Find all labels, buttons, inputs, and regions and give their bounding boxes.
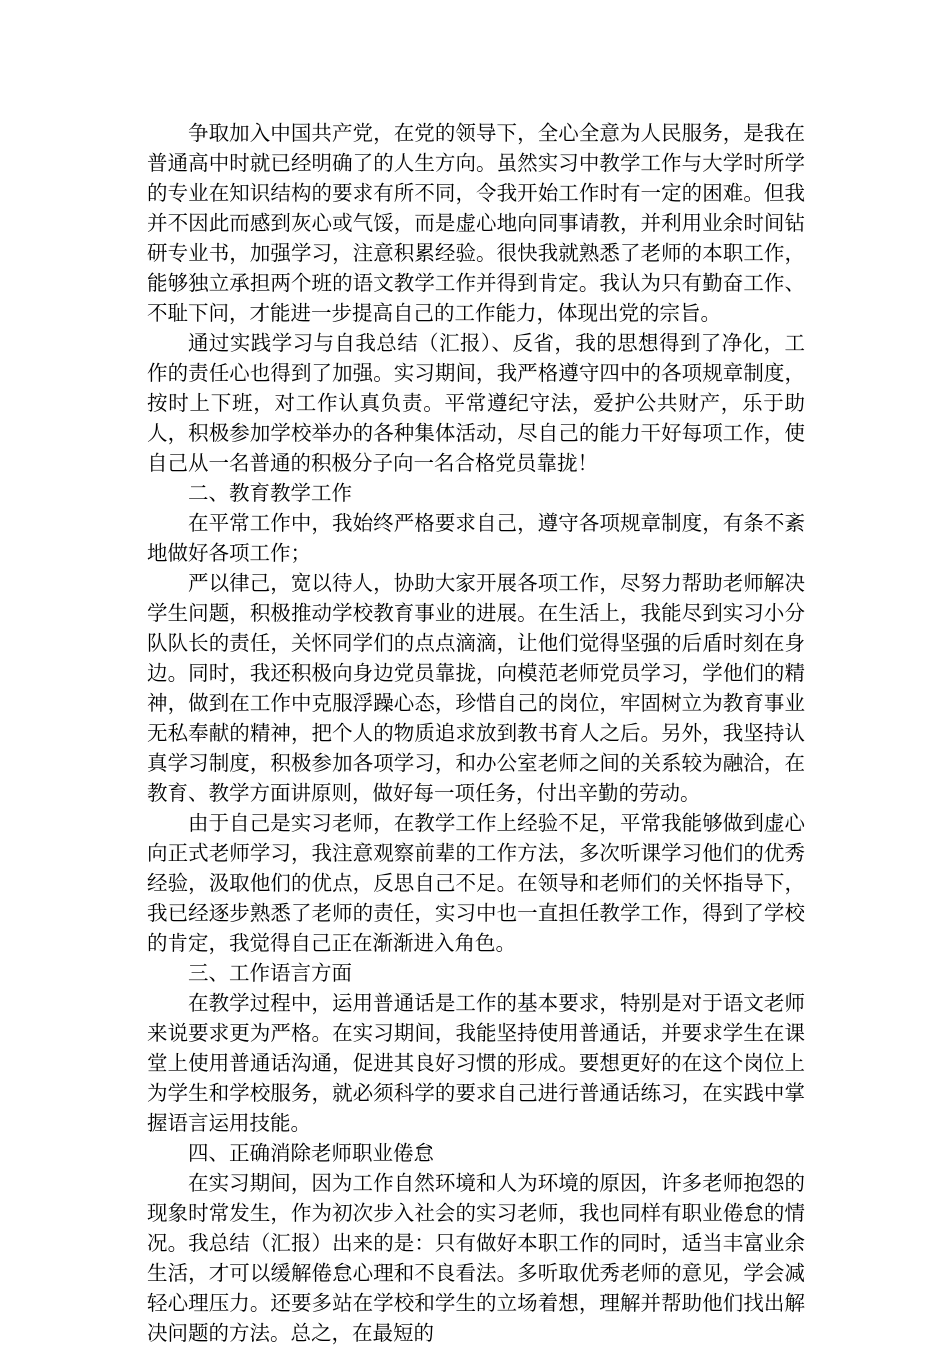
- paragraph-mandarin: 在教学过程中，运用普通话是工作的基本要求，特别是对于语文老师来说要求更为严格。在实习期间，我能坚持使用普通话，并要求学生在课堂上使用普通话沟通，促进其良好习惯的形成。要想更好的在这个岗位上为学生和学校服务，就必须科学的要求自己进行普通话练习，在实践中掌握语言运用技能。: [147, 991, 805, 1135]
- section-heading-language: 三、工作语言方面: [188, 961, 352, 985]
- section-heading-teaching: 二、教育教学工作: [188, 481, 352, 505]
- section-heading-burnout: 四、正确消除老师职业倦怠: [188, 1141, 434, 1165]
- document-page: [147, 118, 805, 1348]
- paragraph-daily-work: 在平常工作中，我始终严格要求自己，遵守各项规章制度，有条不紊地做好各项工作；: [147, 511, 805, 565]
- paragraph-self-summary: 通过实践学习与自我总结（汇报）、反省，我的思想得到了净化，工作的责任心也得到了加强。实习期间，我严格遵守四中的各项规章制度，按时上下班，对工作认真负责。平常遵纪守法，爱护公共财产，乐于助人，积极参加学校举办的各种集体活动，尽自己的能力干好每项工作，使自己从一名普通的积极分子向一名合格党员靠拢！: [147, 331, 805, 475]
- paragraph-party-goal: 争取加入中国共产党，在党的领导下，全心全意为人民服务，是我在普通高中时就已经明确了的人生方向。虽然实习中教学工作与大学时所学的专业在知识结构的要求有所不同，令我开始工作时有一定的困难。但我并不因此而感到灰心或气馁，而是虚心地向同事请教，并利用业余时间钻研专业书，加强学习，注意积累经验。很快我就熟悉了老师的本职工作，能够独立承担两个班的语文教学工作并得到肯定。我认为只有勤奋工作、不耻下问，才能进一步提高自己的工作能力，体现出党的宗旨。: [147, 121, 805, 325]
- paragraph-learning-from-teachers: 由于自己是实习老师，在教学工作上经验不足，平常我能够做到虚心向正式老师学习，我注意观察前辈的工作方法，多次听课学习他们的优秀经验，汲取他们的优点，反思自己不足。在领导和老师们的关怀指导下，我已经逐步熟悉了老师的责任，实习中也一直担任教学工作，得到了学校的肯定，我觉得自己正在渐渐进入角色。: [147, 811, 805, 955]
- paragraph-self-discipline: 严以律己，宽以待人，协助大家开展各项工作，尽努力帮助老师解决学生问题，积极推动学校教育事业的进展。在生活上，我能尽到实习小分队队长的责任，关怀同学们的点点滴滴，让他们觉得坚强的后盾时刻在身边。同时，我还积极向身边党员靠拢，向模范老师党员学习，学他们的精神，做到在工作中克服浮躁心态，珍惜自己的岗位，牢固树立为教育事业无私奉献的精神，把个人的物质追求放到教书育人之后。另外，我坚持认真学习制度，积极参加各项学习，和办公室老师之间的关系较为融洽，在教育、教学方面讲原则，做好每一项任务，付出辛勤的劳动。: [147, 571, 805, 805]
- paragraph-burnout: 在实习期间，因为工作自然环境和人为环境的原因，许多老师抱怨的现象时常发生，作为初次步入社会的实习老师，我也同样有职业倦怠的情况。我总结（汇报）出来的是：只有做好本职工作的同时，适当丰富业余生活，才可以缓解倦怠心理和不良看法。多听取优秀老师的意见，学会减轻心理压力。还要多站在学校和学生的立场着想，理解并帮助他们找出解决问题的方法。总之，在最短的: [147, 1171, 805, 1345]
